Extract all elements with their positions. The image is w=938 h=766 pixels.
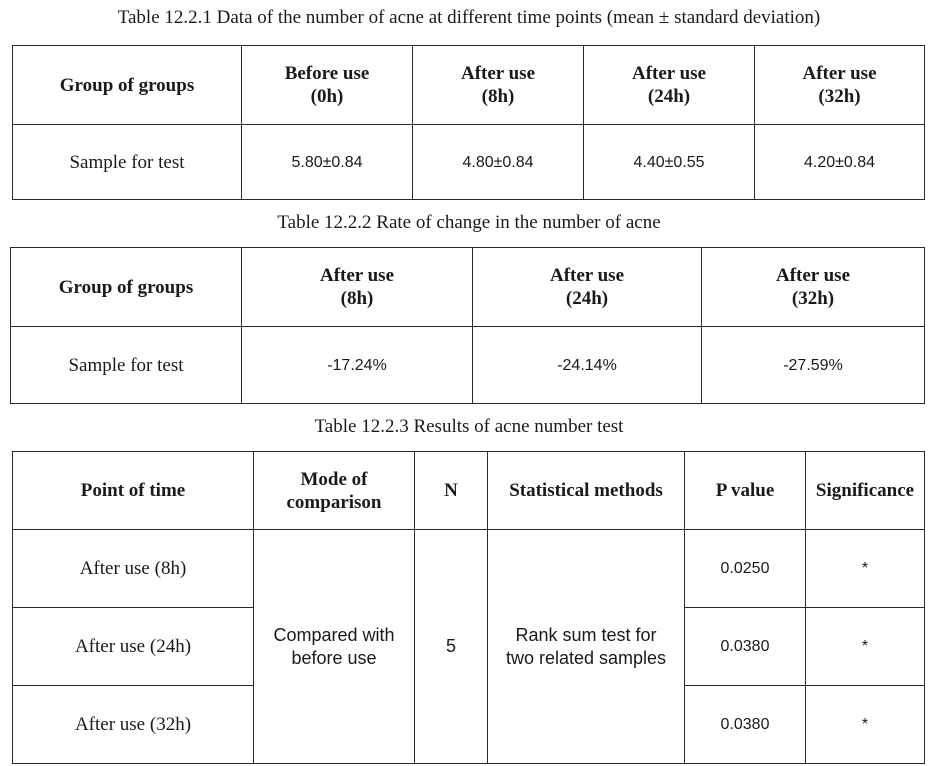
table3-caption: Table 12.2.3 Results of acne number test <box>314 416 624 437</box>
table3-header-row <box>13 452 925 530</box>
table1 <box>12 45 925 200</box>
table-row <box>13 125 925 200</box>
table1-cell-8h: 4.80±0.84 <box>413 125 584 200</box>
table1-header-row <box>13 46 925 125</box>
table-row <box>13 530 925 608</box>
table1-caption: Table 12.2.1 Data of the number of acne at different time points (mean ± standard deviation) <box>117 7 821 28</box>
table2-header-row <box>11 248 925 327</box>
table3-cell-time-32h: After use (32h) <box>13 686 254 764</box>
table3-header-comparison: Mode of comparison <box>254 452 415 530</box>
table2-header-32h: After use (32h) <box>702 248 925 327</box>
table3-cell-sig-24h: * <box>806 608 925 686</box>
table3-cell-sig-8h: * <box>806 530 925 608</box>
table1-header-8h: After use (8h) <box>413 46 584 125</box>
table1-cell-24h: 4.40±0.55 <box>584 125 755 200</box>
table2-header-8h: After use (8h) <box>242 248 473 327</box>
table3-cell-method: Rank sum test for two related samples <box>488 530 685 764</box>
table2-header-24h: After use (24h) <box>473 248 702 327</box>
table1-cell-0h: 5.80±0.84 <box>242 125 413 200</box>
table-row <box>11 327 925 404</box>
table2-cell-8h: -17.24% <box>242 327 473 404</box>
table2 <box>10 247 925 404</box>
table1-header-0h: Before use (0h) <box>242 46 413 125</box>
table3 <box>12 451 925 764</box>
table1-header-group: Group of groups <box>13 46 242 125</box>
table3-cell-p-32h: 0.0380 <box>685 686 806 764</box>
table2-cell-32h: -27.59% <box>702 327 925 404</box>
table3-cell-p-24h: 0.0380 <box>685 608 806 686</box>
table3-cell-sig-32h: * <box>806 686 925 764</box>
table3-cell-comparison: Compared with before use <box>254 530 415 764</box>
table3-header-p: P value <box>685 452 806 530</box>
table1-cell-32h: 4.20±0.84 <box>755 125 925 200</box>
table1-header-24h: After use (24h) <box>584 46 755 125</box>
table3-header-time: Point of time <box>13 452 254 530</box>
table3-header-significance: Significance <box>806 452 925 530</box>
table2-header-group: Group of groups <box>11 248 242 327</box>
table3-header-n: N <box>415 452 488 530</box>
table2-cell-group: Sample for test <box>11 327 242 404</box>
table1-header-32h: After use (32h) <box>755 46 925 125</box>
table3-cell-p-8h: 0.0250 <box>685 530 806 608</box>
table2-caption: Table 12.2.2 Rate of change in the number of acne <box>277 212 661 233</box>
table3-cell-n: 5 <box>415 530 488 764</box>
table2-cell-24h: -24.14% <box>473 327 702 404</box>
table3-cell-time-24h: After use (24h) <box>13 608 254 686</box>
table3-cell-time-8h: After use (8h) <box>13 530 254 608</box>
table1-cell-group: Sample for test <box>13 125 242 200</box>
table3-header-method: Statistical methods <box>488 452 685 530</box>
